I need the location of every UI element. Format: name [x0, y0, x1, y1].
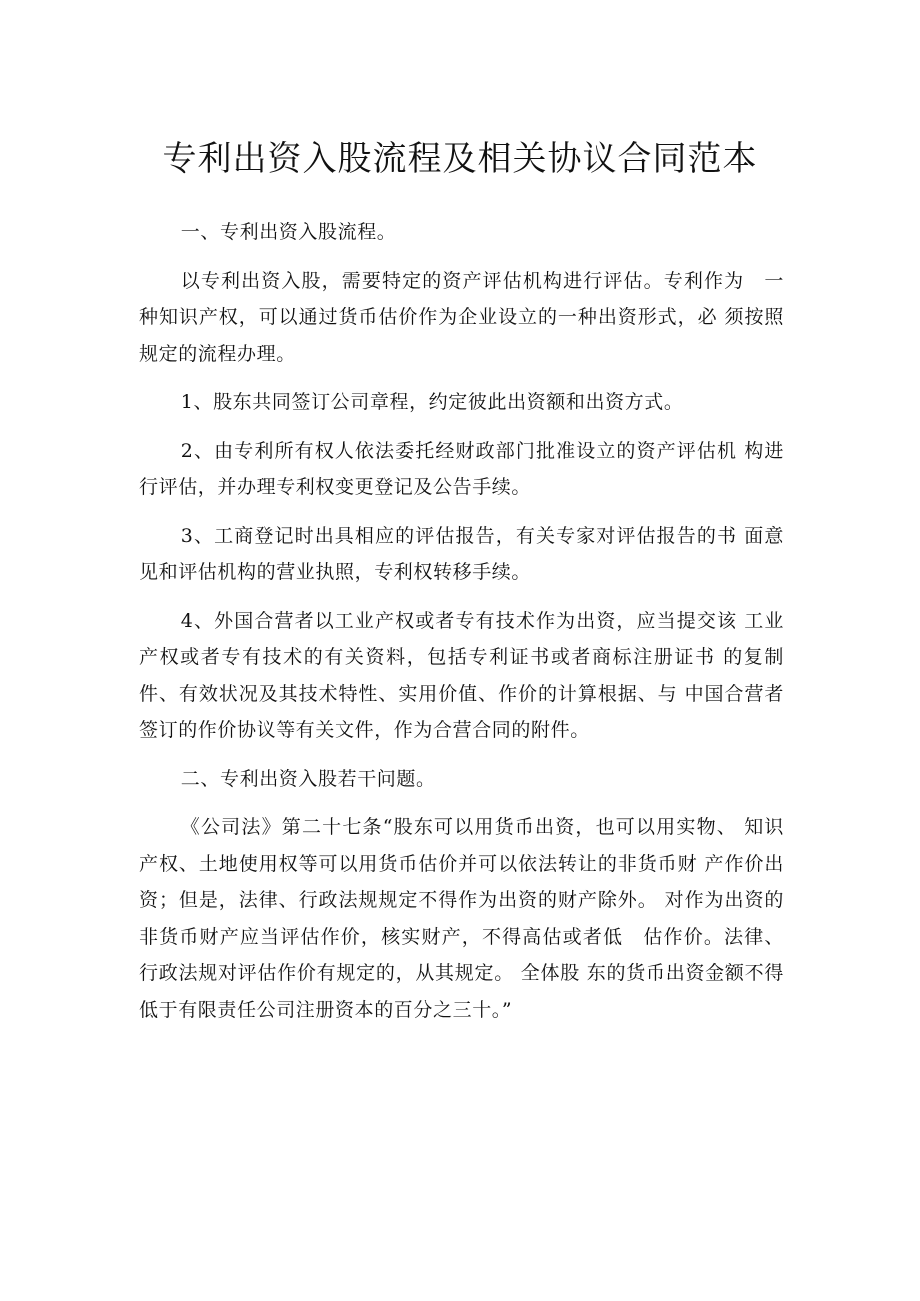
document-body [139, 214, 784, 1040]
section-heading-1: 一、专利出资入股流程。 [180, 221, 397, 243]
list-item-4: 4、外国合营者以工业产权或者专有技术作为出资，应当提交该 工业产权或者专有技术的有关资料，包括专利证书或者商标注册证书 的复制件、有效状况及其技术特性、实用价值、作价的计算根据、与 中国合营者签订的作价协议等有关文件，作为合营合同的附件。 [139, 609, 784, 741]
paragraph-intro: 以专利出资入股，需要特定的资产评估机构进行评估。专利作为 一种知识产权，可以通过货币估价作为企业设立的一种出资形式，必 须按照规定的流程办理。 [139, 269, 784, 365]
list-item-2: 2、由专利所有权人依法委托经财政部门批准设立的资产评估机 构进行评估，并办理专利权变更登记及公告手续。 [139, 439, 784, 498]
list-item-1: 1、股东共同签订公司章程，约定彼此出资额和出资方式。 [180, 391, 684, 413]
paragraph-company-law: 《公司法》第二十七条“股东可以用货币出资，也可以用实物、 知识产权、土地使用权等可以用货币估价并可以依法转让的非货币财 产作价出资；但是，法律、行政法规规定不得作为出资的财产除外。 对作为出资的非货币财产应当评估作价，核实财产，不得高估或者低 估作价。法律、行政法规对评估作价有规定的，从其规定。 全体股 东的货币出资金额不得低于有限责任公司注册资本的百分之三十。” [139, 816, 784, 1021]
list-item-3: 3、工商登记时出具相应的评估报告，有关专家对评估报告的书 面意见和评估机构的营业执照，专利权转移手续。 [139, 524, 784, 583]
document-title: 专利出资入股流程及相关协议合同范本 [162, 138, 758, 179]
section-heading-2: 二、专利出资入股若干问题。 [180, 767, 436, 790]
